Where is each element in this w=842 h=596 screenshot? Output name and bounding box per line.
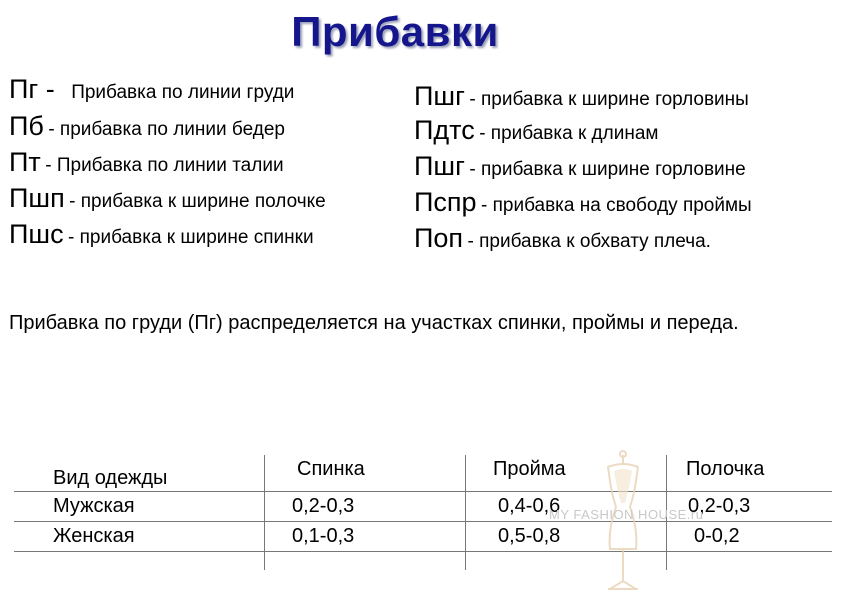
abbreviation: Пшг [414,81,465,111]
allowance-paragraph: Прибавка по груди (Пг) распределяется на участках спинки, проймы и переда. [9,312,739,334]
table-cell: 0,5-0,8 [498,525,561,547]
abbreviation: Пт [9,147,41,177]
description: - прибавка к ширине горловине [469,159,746,180]
table-cell: 0,2-0,3 [292,495,355,517]
definition-pdts [414,117,658,144]
table-cell: 0,1-0,3 [292,525,355,547]
definition-pop [414,225,711,252]
page-title: Прибавки [291,8,499,55]
definition-pshs [9,221,314,248]
table-header-garment-type: Вид одежды [53,467,168,489]
abbreviation: Пшс [9,219,64,249]
abbreviation: Пг - [9,74,55,104]
definition-pb [9,113,285,140]
table-cell: 0,2-0,3 [688,495,751,517]
table-divider [14,521,832,522]
watermark-text: MY FASHION HOUSE.ru [549,507,704,522]
description: Прибавка по линии груди [71,82,295,103]
table-cell: Мужская [53,495,135,517]
abbreviation: Пшг [414,151,465,181]
table-divider [264,455,265,570]
table-cell: 0-0,2 [694,525,740,547]
definition-pshg-2 [414,153,746,180]
description: - прибавка к ширине полочке [69,191,326,212]
definition-pt [9,149,284,176]
abbreviation: Пшп [9,183,65,213]
description: - прибавка по линии бедер [48,119,285,140]
abbreviation: Поп [414,223,464,253]
description: - прибавка к ширине горловины [469,89,749,110]
table-divider [465,455,466,570]
table-cell: Женская [53,525,135,547]
abbreviation: Пб [9,111,44,141]
definition-pg [9,76,294,103]
abbreviation: Пспр [414,187,477,217]
definition-pshg [414,83,749,110]
description: - прибавка к обхвату плеча. [467,231,711,252]
definition-pspr [414,189,752,216]
table-header-front: Полочка [686,458,765,480]
description: - прибавка на свободу проймы [481,195,752,216]
table-header-armhole: Пройма [493,458,566,480]
abbreviation: Пдтс [414,115,475,145]
table-divider [14,491,832,492]
table-divider [14,551,832,552]
description: - прибавка к ширине спинки [68,227,314,248]
table-cell: 0,4-0,6 [498,495,561,517]
description: - Прибавка по линии талии [45,155,284,176]
table-header-back: Спинка [297,458,365,480]
description: - прибавка к длинам [479,123,659,144]
definition-pshp [9,185,326,212]
